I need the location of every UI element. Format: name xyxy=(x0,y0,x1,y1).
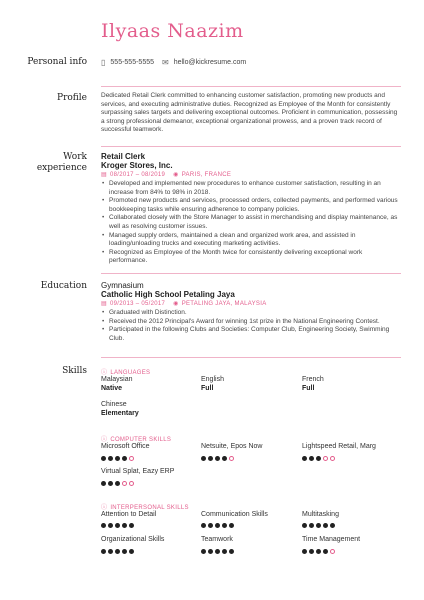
rating-dot-filled xyxy=(222,549,227,554)
skill-name: Attention to Detail xyxy=(101,511,157,518)
rating-dot-empty xyxy=(330,456,335,461)
rating-dot-filled xyxy=(215,523,220,528)
job-dates: 08/2017 – 08/2019 xyxy=(109,172,166,178)
skill-name: Time Management xyxy=(302,536,361,543)
info-circle-icon: ⓘ xyxy=(101,437,108,443)
languages-heading: ⓘ LANGUAGES xyxy=(101,370,151,376)
profile-text: Dedicated Retail Clerk committed to enhancing customer satisfaction, promoting new products and services, and executing administrative duties. Recognized as Employee of the Month for consistently surpassing sales targets and delivering exceptional outcomes. Proficient in communication, possessing a strong professional demeanor, exceptional organizational prowess, and a proven track record of successful teamwork. xyxy=(101,92,398,134)
skill-name: Microsoft Office xyxy=(101,443,150,450)
rating-dot-filled xyxy=(101,549,106,554)
list-item: • Graduated with Distinction. xyxy=(109,309,401,318)
contact-email[interactable]: hello@kickresume.com xyxy=(173,59,247,66)
rating-dot-empty xyxy=(323,456,328,461)
mail-icon: ✉ xyxy=(162,58,169,67)
section-label-education: Education xyxy=(40,281,87,291)
skill-rating xyxy=(201,549,234,554)
skill-rating xyxy=(101,549,134,554)
skill-rating xyxy=(101,456,134,461)
skill-rating xyxy=(201,523,234,528)
rating-dot-filled xyxy=(309,549,314,554)
education-entry xyxy=(101,281,401,343)
rating-dot-filled xyxy=(208,523,213,528)
rating-dot-filled xyxy=(208,549,213,554)
rating-dot-filled xyxy=(101,456,106,461)
list-item: • Collaborated closely with the Store Manager to assist in merchandising and display maintenance, as well as resolving customer issues. xyxy=(109,214,401,231)
education-title: Gymnasium xyxy=(101,281,144,290)
rating-dot-filled xyxy=(115,523,120,528)
rating-dot-filled xyxy=(101,481,106,486)
rating-dot-filled xyxy=(330,523,335,528)
list-item: • Recognized as Employee of the Month twice for consistently delivering exceptional work performance. xyxy=(109,249,401,266)
rating-dot-filled xyxy=(108,456,113,461)
education-location: PETALING JAYA, MALAYSIA xyxy=(181,301,267,307)
skill-name: Multitasking xyxy=(302,511,339,518)
language-item: English Full xyxy=(201,376,224,392)
rating-dot-filled xyxy=(302,456,307,461)
job-company: Kroger Stores, Inc. xyxy=(101,161,173,170)
education-bullets xyxy=(101,309,401,343)
calendar-icon: ▤ xyxy=(101,172,107,178)
rating-dot-empty xyxy=(122,481,127,486)
contact-line xyxy=(101,58,246,67)
phone-icon: ▯ xyxy=(101,58,106,67)
skill-rating xyxy=(101,523,134,528)
divider-education xyxy=(101,273,401,274)
job-bullets xyxy=(101,180,401,266)
section-label-work-line2: experience xyxy=(36,163,87,173)
rating-dot-filled xyxy=(323,549,328,554)
location-pin-icon: ◉ xyxy=(173,301,179,307)
rating-dot-filled xyxy=(316,456,321,461)
rating-dot-filled xyxy=(302,549,307,554)
list-item: • Received the 2012 Principal's Award for winning 1st prize in the National Engineering Contest. xyxy=(109,318,401,327)
rating-dot-filled xyxy=(208,456,213,461)
rating-dot-filled xyxy=(201,549,206,554)
skill-rating xyxy=(302,549,335,554)
list-item: • Participated in the following Clubs and Societies: Computer Club, Engineering Society, Swimming Club. xyxy=(109,326,401,343)
section-label-work-experience xyxy=(7,152,87,174)
rating-dot-filled xyxy=(229,549,234,554)
rating-dot-empty xyxy=(129,456,134,461)
rating-dot-filled xyxy=(115,481,120,486)
section-label-personal-info: Personal info xyxy=(27,57,87,67)
rating-dot-filled xyxy=(222,456,227,461)
skill-name: Communication Skills xyxy=(201,511,268,518)
rating-dot-filled xyxy=(101,523,106,528)
rating-dot-empty xyxy=(129,481,134,486)
list-item: • Developed and implemented new procedures to enhance customer satisfaction, resulting in an increase from 84% to 98% in 2018. xyxy=(109,180,401,197)
rating-dot-filled xyxy=(309,456,314,461)
job-location: PARIS, FRANCE xyxy=(181,172,232,178)
skill-rating xyxy=(201,456,234,461)
list-item: • Managed supply orders, maintained a clean and organized work area, and assisted in loading/unloading trucks and executing marketing activities. xyxy=(109,232,401,249)
rating-dot-empty xyxy=(229,456,234,461)
divider-work xyxy=(101,146,401,147)
language-item: French Full xyxy=(302,376,324,392)
language-item: Chinese Elementary xyxy=(101,401,139,417)
rating-dot-filled xyxy=(129,549,134,554)
language-item: Malaysian Native xyxy=(101,376,133,392)
rating-dot-filled xyxy=(108,523,113,528)
skill-name: Organizational Skills xyxy=(101,536,165,543)
rating-dot-filled xyxy=(316,523,321,528)
rating-dot-filled xyxy=(122,549,127,554)
rating-dot-filled xyxy=(108,481,113,486)
skill-name: Netsuite, Epos Now xyxy=(201,443,263,450)
skill-name: Lightspeed Retail, Marg xyxy=(302,443,376,450)
computer-skills-heading: ⓘ COMPUTER SKILLS xyxy=(101,437,172,443)
list-item: • Promoted new products and services, processed orders, collected payments, and performed various bookkeeping tasks while ensuring adherence to company policies. xyxy=(109,197,401,214)
skill-rating xyxy=(101,481,134,486)
education-meta xyxy=(101,300,401,309)
section-label-profile: Profile xyxy=(57,93,87,103)
calendar-icon: ▤ xyxy=(101,301,107,307)
education-school: Catholic High School Petaling Jaya xyxy=(101,290,235,299)
rating-dot-filled xyxy=(201,456,206,461)
rating-dot-filled xyxy=(115,456,120,461)
rating-dot-filled xyxy=(222,523,227,528)
section-label-skills: Skills xyxy=(62,366,87,376)
rating-dot-filled xyxy=(215,456,220,461)
info-circle-icon: ⓘ xyxy=(101,370,108,376)
divider-skills xyxy=(101,357,401,358)
education-dates: 09/2013 – 05/2017 xyxy=(109,301,166,307)
interpersonal-skills-heading: ⓘ INTERPERSONAL SKILLS xyxy=(101,505,189,511)
skill-name: Virtual Splat, Eazy ERP xyxy=(101,468,175,475)
rating-dot-filled xyxy=(108,549,113,554)
job-title: Retail Clerk xyxy=(101,152,146,161)
rating-dot-filled xyxy=(122,523,127,528)
rating-dot-filled xyxy=(323,523,328,528)
rating-dot-empty xyxy=(330,549,335,554)
rating-dot-filled xyxy=(302,523,307,528)
section-label-work-line1: Work xyxy=(63,152,87,162)
rating-dot-filled xyxy=(215,549,220,554)
contact-phone: 555-555-5555 xyxy=(110,59,154,66)
rating-dot-filled xyxy=(115,549,120,554)
rating-dot-filled xyxy=(129,523,134,528)
rating-dot-filled xyxy=(229,523,234,528)
rating-dot-filled xyxy=(309,523,314,528)
skill-rating xyxy=(302,456,335,461)
rating-dot-filled xyxy=(122,456,127,461)
rating-dot-filled xyxy=(201,523,206,528)
skill-name: Teamwork xyxy=(201,536,233,543)
skill-rating xyxy=(302,523,335,528)
location-pin-icon: ◉ xyxy=(173,172,179,178)
job-meta xyxy=(101,171,401,180)
candidate-name: Ilyaas Naazim xyxy=(101,20,244,42)
rating-dot-filled xyxy=(316,549,321,554)
work-entry xyxy=(101,152,401,266)
divider-profile xyxy=(101,86,401,87)
info-circle-icon: ⓘ xyxy=(101,505,108,511)
